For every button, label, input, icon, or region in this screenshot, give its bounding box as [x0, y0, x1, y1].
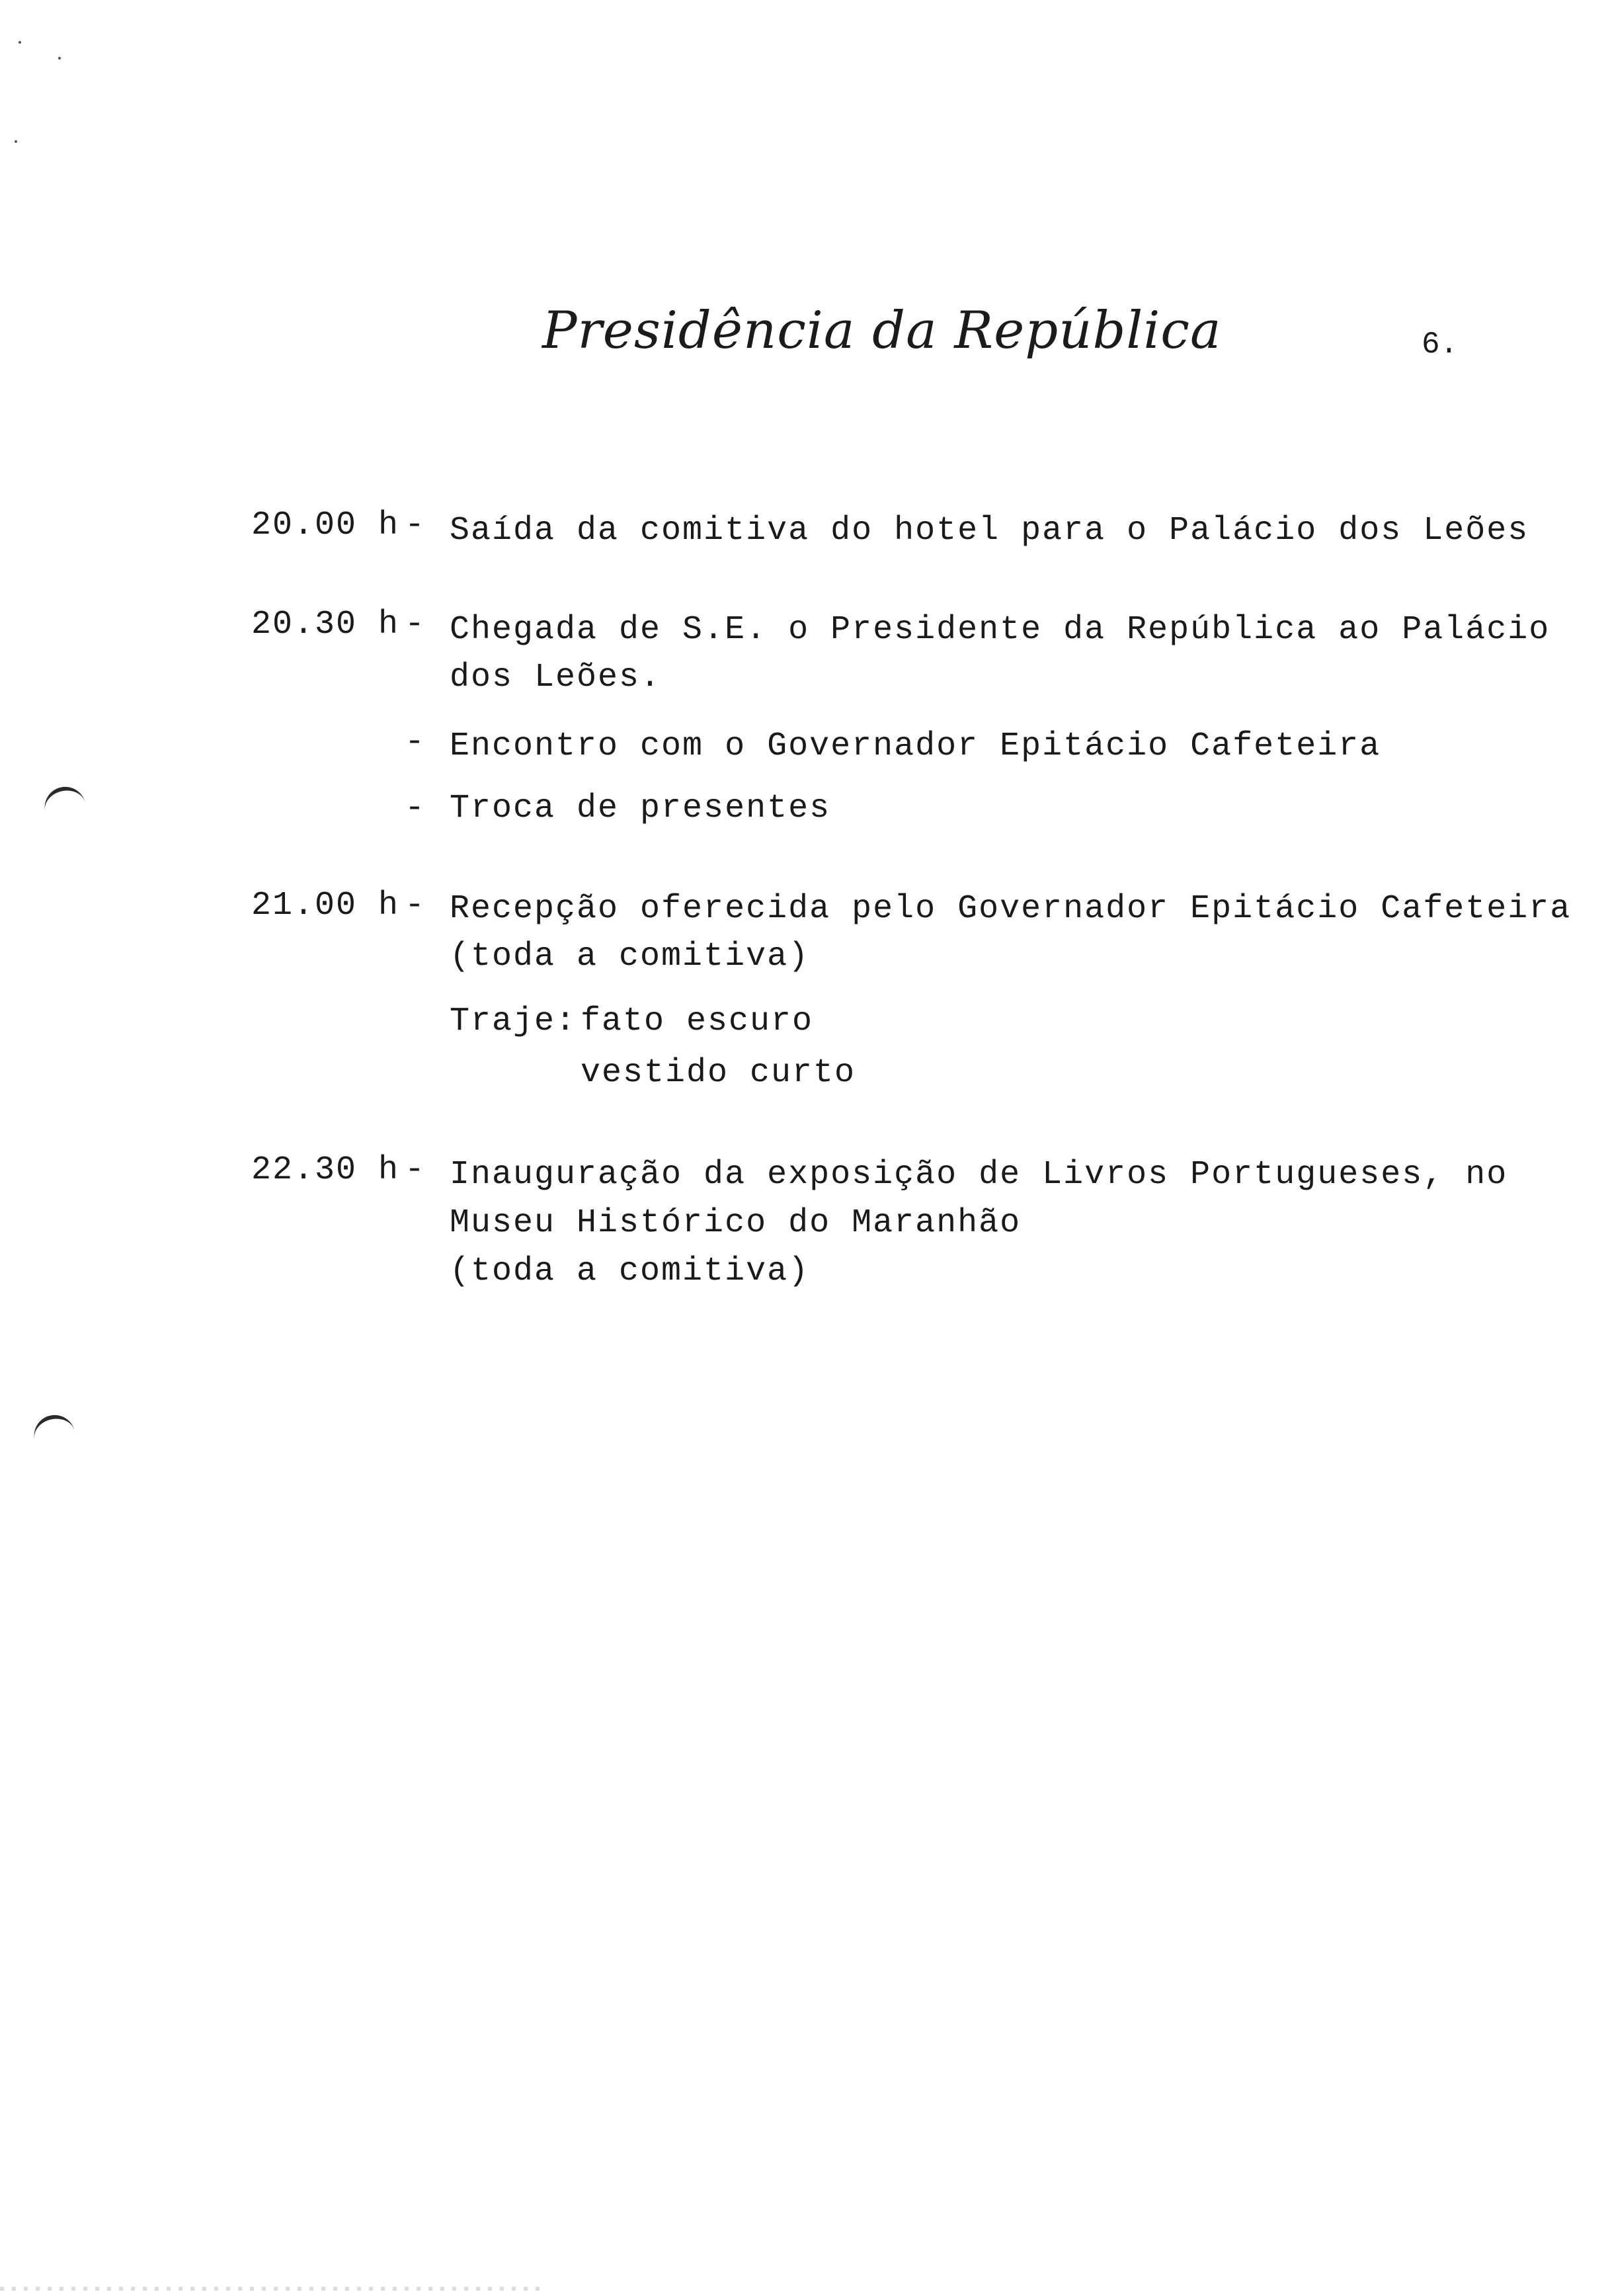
letterhead-title: Presidência da República [542, 301, 1222, 360]
entry-text: Recepção oferecida pelo Governador Epitácio Cafeteira [450, 890, 1572, 928]
subitem-text: Troca de presentes [450, 790, 831, 827]
entry-text-continued: Museu Histórico do Maranhão [450, 1204, 1022, 1242]
entry-text: Saída da comitiva do hotel para o Palácio dos Leões [450, 512, 1529, 550]
dress-code-label: Traje: [450, 1003, 577, 1040]
entry-time: 20.30 h [251, 606, 400, 643]
entry-text-continued: (toda a comitiva) [450, 1252, 810, 1290]
punch-hole-mark [41, 783, 87, 821]
scan-speck [58, 57, 61, 60]
scan-edge-noise [0, 2287, 542, 2291]
subitem-dash: - [405, 723, 426, 761]
entry-time: 20.00 h [251, 507, 400, 544]
entry-text-continued: dos Leões. [450, 659, 662, 696]
scan-speck [19, 41, 21, 44]
entry-time: 22.30 h [251, 1151, 400, 1189]
dress-code-value: vestido curto [581, 1054, 856, 1092]
entry-text: Inauguração da exposição de Livros Portugueses, no [450, 1156, 1508, 1194]
entry-time: 21.00 h [251, 887, 400, 924]
page-number: 6. [1422, 327, 1459, 362]
entry-text: Chegada de S.E. o Presidente da República ao Palácio [450, 611, 1550, 649]
punch-hole-mark [30, 1411, 77, 1450]
entry-dash: - [405, 887, 426, 924]
entry-dash: - [405, 1151, 426, 1189]
entry-text-continued: (toda a comitiva) [450, 938, 810, 975]
entry-dash: - [405, 606, 426, 643]
dress-code-value: fato escuro [581, 1003, 814, 1040]
scan-speck [15, 140, 17, 143]
subitem-dash: - [405, 790, 426, 827]
entry-dash: - [405, 507, 426, 544]
subitem-text: Encontro com o Governador Epitácio Cafeteira [450, 727, 1381, 765]
